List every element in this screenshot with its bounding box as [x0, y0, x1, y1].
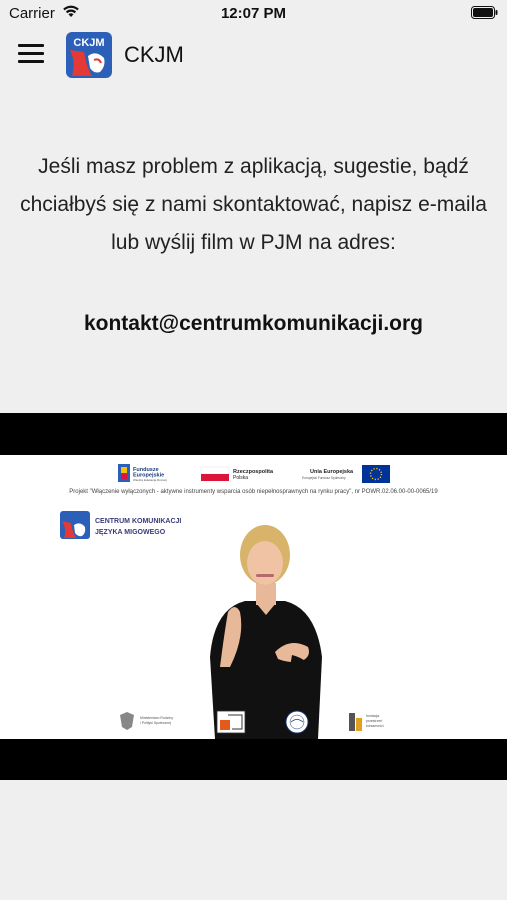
- foundation-logo: [349, 713, 384, 731]
- ministry-logo: [120, 712, 173, 730]
- funder-logos-strip: [0, 461, 507, 485]
- app-logo-text: CKJM: [73, 37, 105, 49]
- unia-europejska-logo: [302, 465, 390, 483]
- app-logo: [66, 32, 112, 78]
- page-title: CKJM: [124, 42, 184, 67]
- message-line: Jeśli masz problem z aplikacją, sugestie, bądź: [38, 155, 469, 178]
- contact-message: [0, 148, 507, 262]
- status-bar: [0, 0, 507, 28]
- partner-logo-square: [217, 711, 245, 733]
- rp-line2: Polska: [233, 475, 249, 481]
- center-name-line: JĘZYKA MIGOWEGO: [95, 529, 166, 536]
- fe-line1: Fundusze: [133, 467, 159, 473]
- message-line: chciałbyś się z nami skontaktować, napisz e-maila: [20, 193, 487, 216]
- message-line: lub wyślij film w PJM na adres:: [111, 231, 396, 254]
- sign-language-video-player[interactable]: [0, 413, 507, 780]
- rp-line1: Rzeczpospolita: [233, 469, 274, 475]
- center-name-line: CENTRUM KOMUNIKACJI: [95, 518, 182, 525]
- ue-line2: Europejski Fundusz Społeczny: [302, 476, 346, 480]
- rzeczpospolita-polska-logo: [201, 467, 274, 481]
- partner-logos-strip: [0, 707, 507, 735]
- eu-flag-icon: [362, 465, 390, 483]
- carrier-label: Carrier: [9, 5, 55, 22]
- navigation-bar: [0, 28, 507, 82]
- contact-email-link[interactable]: kontakt@centrumkomunikacji.org: [83, 312, 424, 335]
- fe-line3: Wiedza Edukacja Rozwój: [133, 478, 167, 482]
- sign-language-interpreter: [190, 517, 340, 739]
- ue-line1: Unia Europejska: [310, 469, 354, 475]
- foundation-line2: przestrzeń: [366, 719, 383, 723]
- fundusze-europejskie-logo: [118, 464, 167, 482]
- foundation-line1: fundacja: [366, 714, 380, 718]
- project-caption: Projekt "Włączenie wyłączonych - aktywne instrumenty wsparcia osób niepełnosprawnych na rynku pracy", nr POWR.02.06.00-00-0065/19: [69, 489, 438, 495]
- fe-line2: Europejskie: [133, 472, 165, 479]
- video-frame: [0, 455, 507, 739]
- ministry-line1: Ministerstwo Rodziny: [140, 716, 174, 720]
- foundation-line3: tożsamości: [366, 724, 384, 728]
- clock: 12:07 PM: [220, 5, 287, 22]
- ckjm-logo-icon: [60, 511, 90, 539]
- partner-logo-round: [286, 711, 308, 733]
- hamburger-menu-icon[interactable]: [18, 44, 44, 66]
- ministry-line2: i Polityki Społecznej: [140, 721, 171, 725]
- center-name: [95, 516, 181, 538]
- battery-icon: [471, 6, 498, 19]
